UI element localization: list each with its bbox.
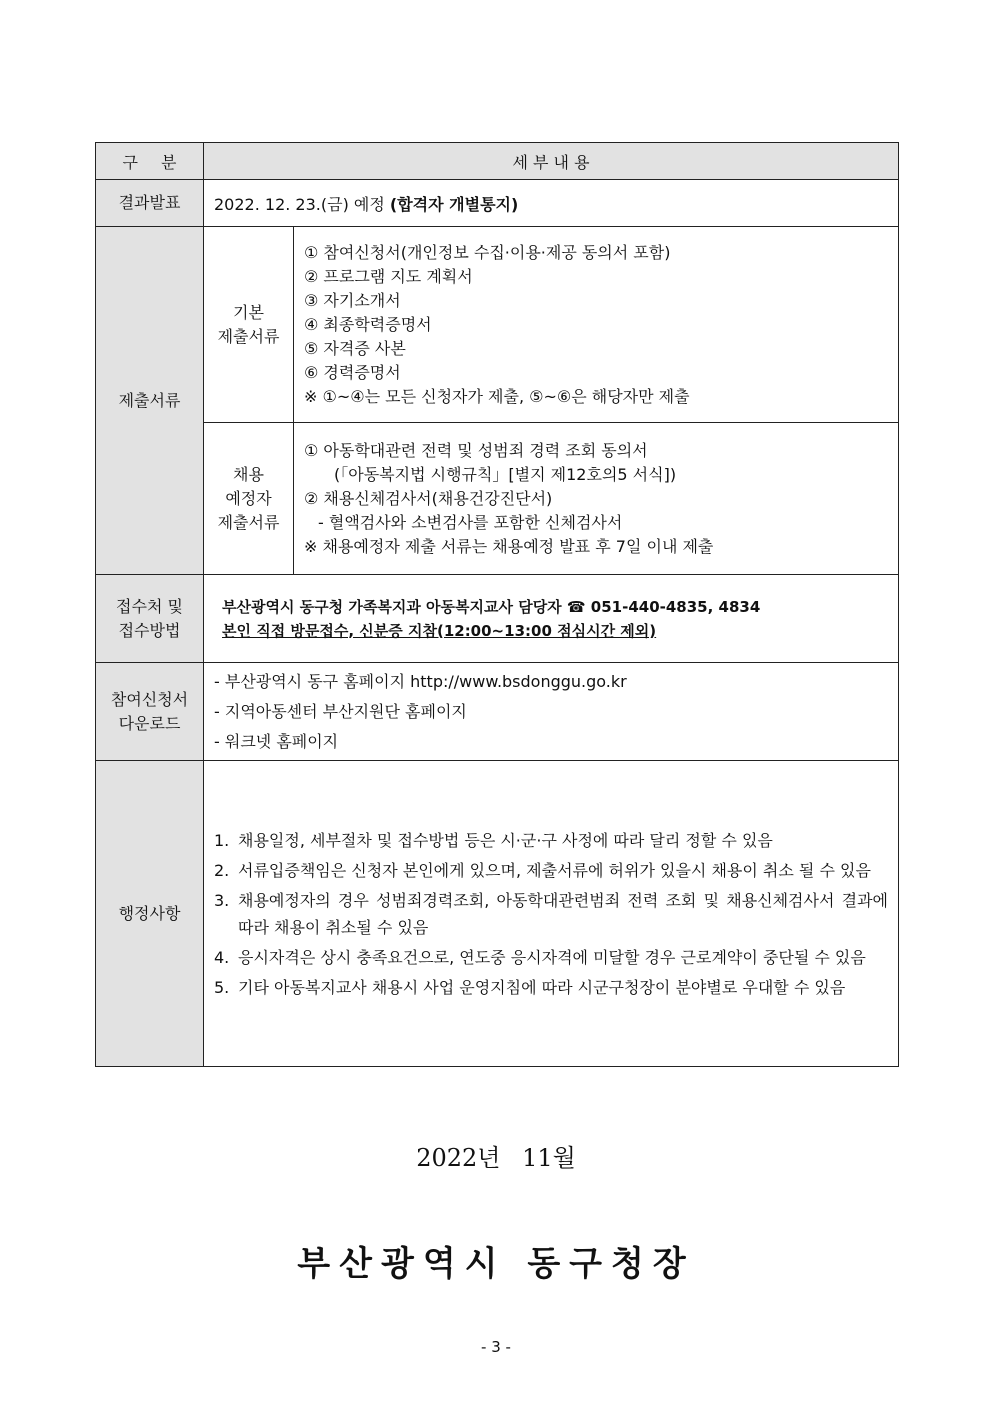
download-row: [96, 663, 899, 761]
list-item: ② 프로그램 지도 계획서: [304, 266, 473, 286]
list-item: (「아동복지법 시행규칙」[별지 제12호의5 서식]): [334, 464, 677, 484]
page-number: - 3 -: [481, 1338, 511, 1356]
prospective-documents-label: 채용 예정자 제출서류: [204, 423, 294, 575]
download-list: [204, 663, 899, 761]
list-item: - 혈액검사와 소변검사를 포함한 신체검사서: [318, 512, 623, 532]
list-item: ※ 채용예정자 제출 서류는 채용예정 발표 후 7일 이내 제출: [304, 536, 714, 556]
list-item: ⑥ 경력증명서: [304, 362, 401, 382]
list-item: ③ 자기소개서: [304, 290, 401, 310]
list-item: 1. 채용일정, 세부절차 및 접수방법 등은 시·군·구 사정에 따라 달리 정할 수 있음: [214, 830, 773, 850]
result-announcement-row: [96, 180, 899, 227]
header-details: 세 부 내 용: [204, 143, 899, 180]
header-category: 구 분: [96, 143, 204, 180]
list-item: ⑤ 자격증 사본: [304, 338, 406, 358]
table-header-row: [96, 143, 899, 180]
list-item: 4. 응시자격은 상시 충족요건으로, 연도중 응시자격에 미달할 경우 근로계약이 중단될 수 있음: [214, 947, 866, 967]
list-item: ④ 최종학력증명서: [304, 314, 432, 334]
result-announcement-date: 2022. 12. 23.(금) 예정: [214, 194, 385, 214]
download-label: 참여신청서 다운로드: [96, 663, 204, 761]
list-item: - 지역아동센터 부산지원단 홈페이지: [214, 701, 467, 721]
admin-label: 행정사항: [96, 761, 204, 1067]
list-item: ② 채용신체검사서(채용건강진단서): [304, 488, 553, 508]
basic-documents-row: [96, 227, 899, 423]
list-item: ※ ①~④는 모든 신청자가 제출, ⑤~⑥은 해당자만 제출: [304, 386, 690, 406]
reception-details: [204, 575, 899, 663]
reception-contact: 부산광역시 동구청 가족복지과 아동복지교사 담당자 ☎ 051-440-4835, 4834: [222, 597, 761, 616]
admin-row: [96, 761, 899, 1067]
admin-list: [204, 761, 899, 1067]
result-announcement-note: (합격자 개별통지): [389, 194, 519, 214]
prospective-documents-list: [294, 423, 899, 575]
list-item: ① 참여신청서(개인정보 수집·이용·제공 동의서 포함): [304, 242, 671, 262]
reception-row: [96, 575, 899, 663]
reception-method: 본인 직접 방문접수, 신분증 지참(12:00~13:00 점심시간 제외): [222, 621, 657, 640]
basic-documents-label: 기본 제출서류: [204, 227, 294, 423]
document-date: 2022년 11월: [416, 1144, 576, 1172]
documents-label: 제출서류: [96, 227, 204, 575]
list-item: 3. 채용예정자의 경우 성범죄경력조회, 아동학대관련범죄 전력 조회 및 채용신체검사서 결과에 따라 채용이 취소될 수 있음: [214, 890, 888, 937]
reception-label: 접수처 및 접수방법: [96, 575, 204, 663]
list-item: ① 아동학대관련 전력 및 성범죄 경력 조회 동의서: [304, 440, 648, 460]
list-item: - 워크넷 홈페이지: [214, 731, 339, 751]
list-item: 2. 서류입증책임은 신청자 본인에게 있으며, 제출서류에 허위가 있을시 채용이 취소 될 수 있음: [214, 860, 871, 880]
prospective-documents-row: [96, 423, 899, 575]
basic-documents-list: [294, 227, 899, 423]
recruitment-details-table: [95, 142, 899, 1067]
issuing-office: 부산광역시 동구청장: [297, 1244, 695, 1284]
list-item: - 부산광역시 동구 홈페이지 http://www.bsdonggu.go.kr: [214, 671, 627, 691]
list-item: 5. 기타 아동복지교사 채용시 사업 운영지침에 따라 시군구청장이 분야별로 우대할 수 있음: [214, 977, 846, 997]
result-announcement-label: 결과발표: [96, 180, 204, 227]
